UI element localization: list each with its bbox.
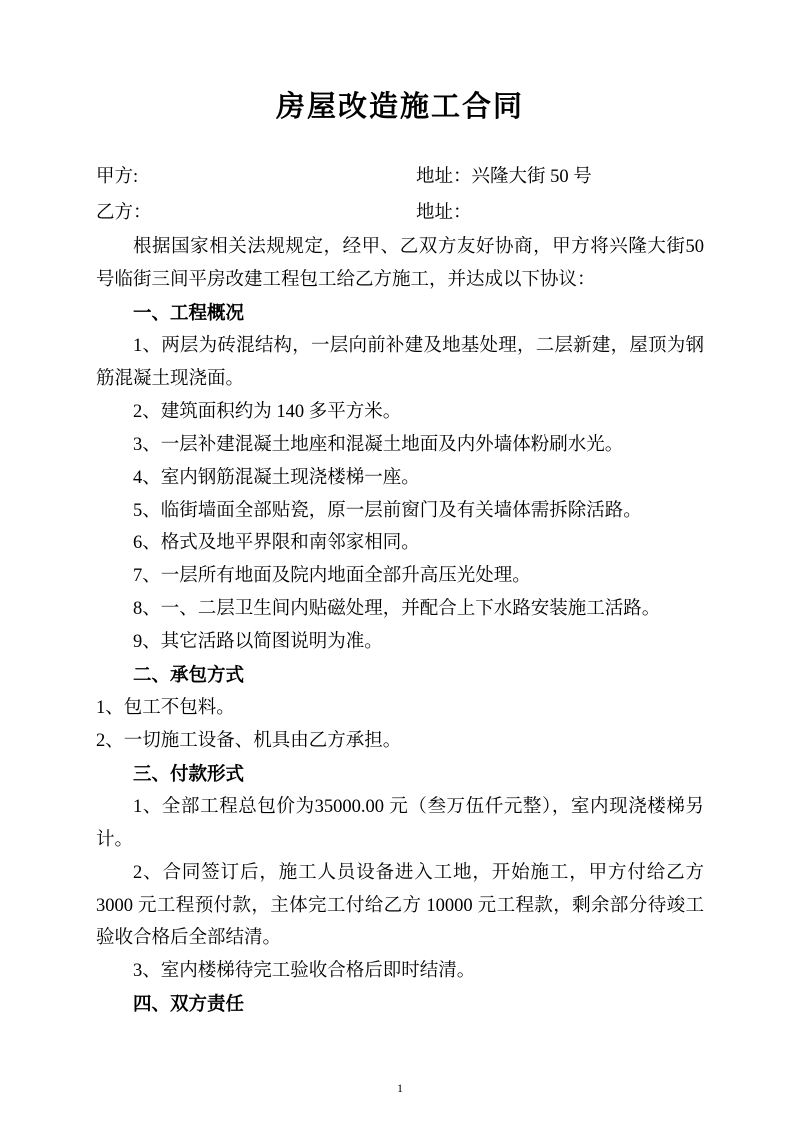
- party-label-yifang: 乙方：: [96, 203, 152, 224]
- party-row-jiafang: [96, 159, 704, 195]
- section-1-item-1: 1、两层为砖混结构，一层向前补建及地基处理，二层新建，屋顶为钢筋混凝土现浇面。: [96, 335, 704, 389]
- section-1-item-5: 5、临街墙面全部贴瓷，原一层前窗门及有关墙体需拆除活路。: [133, 500, 642, 521]
- section-1-item-2: 2、建筑面积约为 140 多平方米。: [133, 401, 402, 422]
- page-number: 1: [397, 1081, 403, 1095]
- party-address-jiafang: 地址：兴隆大街 50 号: [416, 167, 592, 187]
- party-row-yifang: [96, 195, 704, 231]
- section-2-item-1: 1、包工不包料。: [96, 698, 235, 719]
- section-heading-4: 四、双方责任: [133, 993, 245, 1015]
- section-heading-1: 一、工程概况: [133, 301, 245, 323]
- page-title: 房屋改造施工合同: [275, 91, 524, 123]
- section-1-item-6: 6、格式及地平界限和南邻家相同。: [133, 533, 420, 554]
- section-3-item-1: 1、全部工程总包价为35000.00 元（叁万伍仟元整），室内现浇楼梯另计。: [96, 796, 704, 850]
- section-1-item-7: 7、一层所有地面及院内地面全部升高压光处理。: [133, 566, 531, 587]
- section-3-item-2: 2、合同签订后，施工人员设备进入工地，开始施工，甲方付给乙方3000 元工程预付款，主体完工付给乙方 10000 元工程款，剩余部分待竣工验收合格后全部结清。: [96, 862, 704, 949]
- section-2-item-2: 2、一切施工设备、机具由乙方承担。: [96, 730, 402, 751]
- section-heading-2: 二、承包方式: [133, 664, 245, 686]
- section-1-item-4: 4、室内钢筋混凝土现浇楼梯一座。: [133, 467, 420, 488]
- section-1-item-3: 3、一层补建混凝土地座和混凝土地面及内外墙体粉刷水光。: [133, 434, 624, 455]
- section-1-item-9: 9、其它活路以简图说明为准。: [133, 632, 383, 653]
- party-address-yifang: 地址：: [416, 203, 472, 224]
- preamble-paragraph: 根据国家相关法规规定，经甲、乙双方友好协商，甲方将兴隆大街50号临街三间平房改建工程包工给乙方施工，并达成以下协议：: [96, 237, 704, 291]
- section-3-item-3: 3、室内楼梯待完工验收合格后即时结清。: [133, 961, 476, 982]
- section-1-item-8: 8、一、二层卫生间内贴磁处理，并配合上下水路安装施工活路。: [133, 599, 661, 620]
- party-label-jiafang: 甲方:: [96, 167, 139, 187]
- section-heading-3: 三、付款形式: [133, 762, 245, 784]
